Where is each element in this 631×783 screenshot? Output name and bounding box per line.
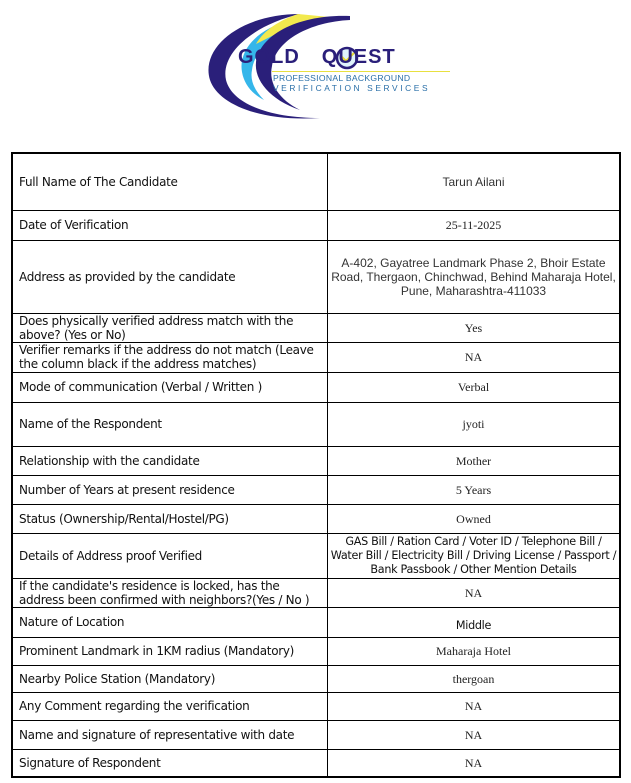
- row-label: [12, 578, 328, 607]
- label-text: Name of the Respondent: [19, 417, 162, 431]
- label-note: (Yes / No ): [252, 592, 310, 607]
- tagline-1: PROFESSIONAL BACKGROUND: [273, 73, 411, 83]
- label-note: (Mandatory): [144, 671, 216, 686]
- row-label: [12, 533, 328, 578]
- row-value-status: Owned: [328, 504, 621, 533]
- row-label: [12, 240, 328, 313]
- label-text: Signature of Respondent: [19, 755, 161, 770]
- row-value-landmark: Maharaja Hotel: [328, 637, 621, 665]
- row-label: [12, 342, 328, 372]
- table-row: [12, 692, 620, 720]
- row-label: [12, 665, 328, 692]
- tagline-2: VERIFICATION SERVICES: [273, 83, 431, 93]
- table-row: [12, 240, 620, 313]
- label-text: Full Name of The Candidate: [19, 174, 178, 189]
- row-value-mode: Verbal: [328, 372, 621, 402]
- brand-quest: QUEST: [321, 46, 396, 68]
- label-text: Address as provided by the candidate: [19, 269, 236, 284]
- row-value-address-match: Yes: [328, 313, 621, 342]
- label-text: Verifier remarks if the address do not match: [19, 343, 272, 357]
- company-logo: [180, 0, 460, 130]
- label-text: Mode of communication: [19, 380, 158, 394]
- brand-gold: GOLD: [238, 46, 300, 68]
- label-text: Details of Address proof Verified: [19, 548, 202, 563]
- row-value-neighbors: NA: [328, 578, 621, 607]
- row-value-representative-signature: NA: [328, 720, 621, 749]
- label-note: (Ownership/Rental/Hostel/PG): [58, 511, 229, 526]
- table-row: [12, 342, 620, 372]
- row-label: [12, 504, 328, 533]
- row-value-respondent-signature: NA: [328, 749, 621, 777]
- brand-name: [238, 46, 396, 69]
- label-text: Nearby Police Station: [19, 671, 142, 686]
- row-label: [12, 475, 328, 504]
- table-row: [12, 607, 620, 637]
- row-label: [12, 749, 328, 777]
- table-row: [12, 637, 620, 665]
- row-label: [12, 607, 328, 637]
- table-row: [12, 578, 620, 607]
- table-row: [12, 475, 620, 504]
- brand-underline: [272, 71, 450, 72]
- label-text: Number of Years at present residence: [19, 482, 235, 497]
- row-label: [12, 372, 328, 402]
- row-value-nature-location: Middle: [328, 607, 621, 637]
- label-text: Does physically verified address match with the above?: [19, 313, 294, 342]
- label-text: Name and signature of representative with date: [19, 727, 295, 742]
- label-note: (Mandatory): [223, 644, 295, 658]
- row-value-candidate-name: Tarun Ailani: [328, 153, 621, 210]
- row-label: [12, 720, 328, 749]
- row-label: [12, 446, 328, 475]
- row-label: [12, 153, 328, 210]
- table-row: [12, 446, 620, 475]
- row-label: [12, 313, 328, 342]
- label-text: Any Comment regarding the verification: [19, 699, 250, 713]
- table-row: [12, 665, 620, 692]
- row-value-date: 25-11-2025: [328, 210, 621, 240]
- row-value-verifier-remarks: NA: [328, 342, 621, 372]
- row-label: [12, 210, 328, 240]
- row-value-police-station: thergoan: [328, 665, 621, 692]
- label-text: Prominent Landmark in 1KM radius: [19, 644, 221, 658]
- row-value-respondent: jyoti: [328, 402, 621, 446]
- label-note: (Verbal / Written ): [160, 380, 262, 394]
- table-row: [12, 533, 620, 578]
- table-row: [12, 402, 620, 446]
- verification-form-table: [11, 152, 621, 778]
- label-text: Status: [19, 511, 56, 526]
- row-value-address: A-402, Gayatree Landmark Phase 2, Bhoir Estate Road, Thergaon, Chinchwad, Behind Maharaja Hotel, Pune, Maharashtra-411033: [328, 240, 621, 313]
- label-text: Date of Verification: [19, 218, 129, 232]
- row-label: [12, 637, 328, 665]
- table-row: [12, 210, 620, 240]
- row-value-comment: NA: [328, 692, 621, 720]
- label-note: (Leave the column black if the address matches): [19, 343, 314, 371]
- table-row: [12, 313, 620, 342]
- row-value-relationship: Mother: [328, 446, 621, 475]
- row-value-years: 5 Years: [328, 475, 621, 504]
- label-text: Nature of Location: [19, 615, 125, 629]
- table-row: [12, 720, 620, 749]
- label-note: (Yes or No): [63, 327, 126, 342]
- row-label: [12, 692, 328, 720]
- table-row: [12, 504, 620, 533]
- table-row: [12, 749, 620, 777]
- row-label: [12, 402, 328, 446]
- label-text: Relationship with the candidate: [19, 453, 200, 468]
- table-row: [12, 372, 620, 402]
- label-text: If the candidate's residence is locked, has the address been confirmed with neighbors?: [19, 578, 280, 607]
- table-row: [12, 153, 620, 210]
- row-value-address-proof: GAS Bill / Ration Card / Voter ID / Telephone Bill / Water Bill / Electricity Bill / Driving License / Passport / Bank Passbook / Other Mention Details: [328, 533, 621, 578]
